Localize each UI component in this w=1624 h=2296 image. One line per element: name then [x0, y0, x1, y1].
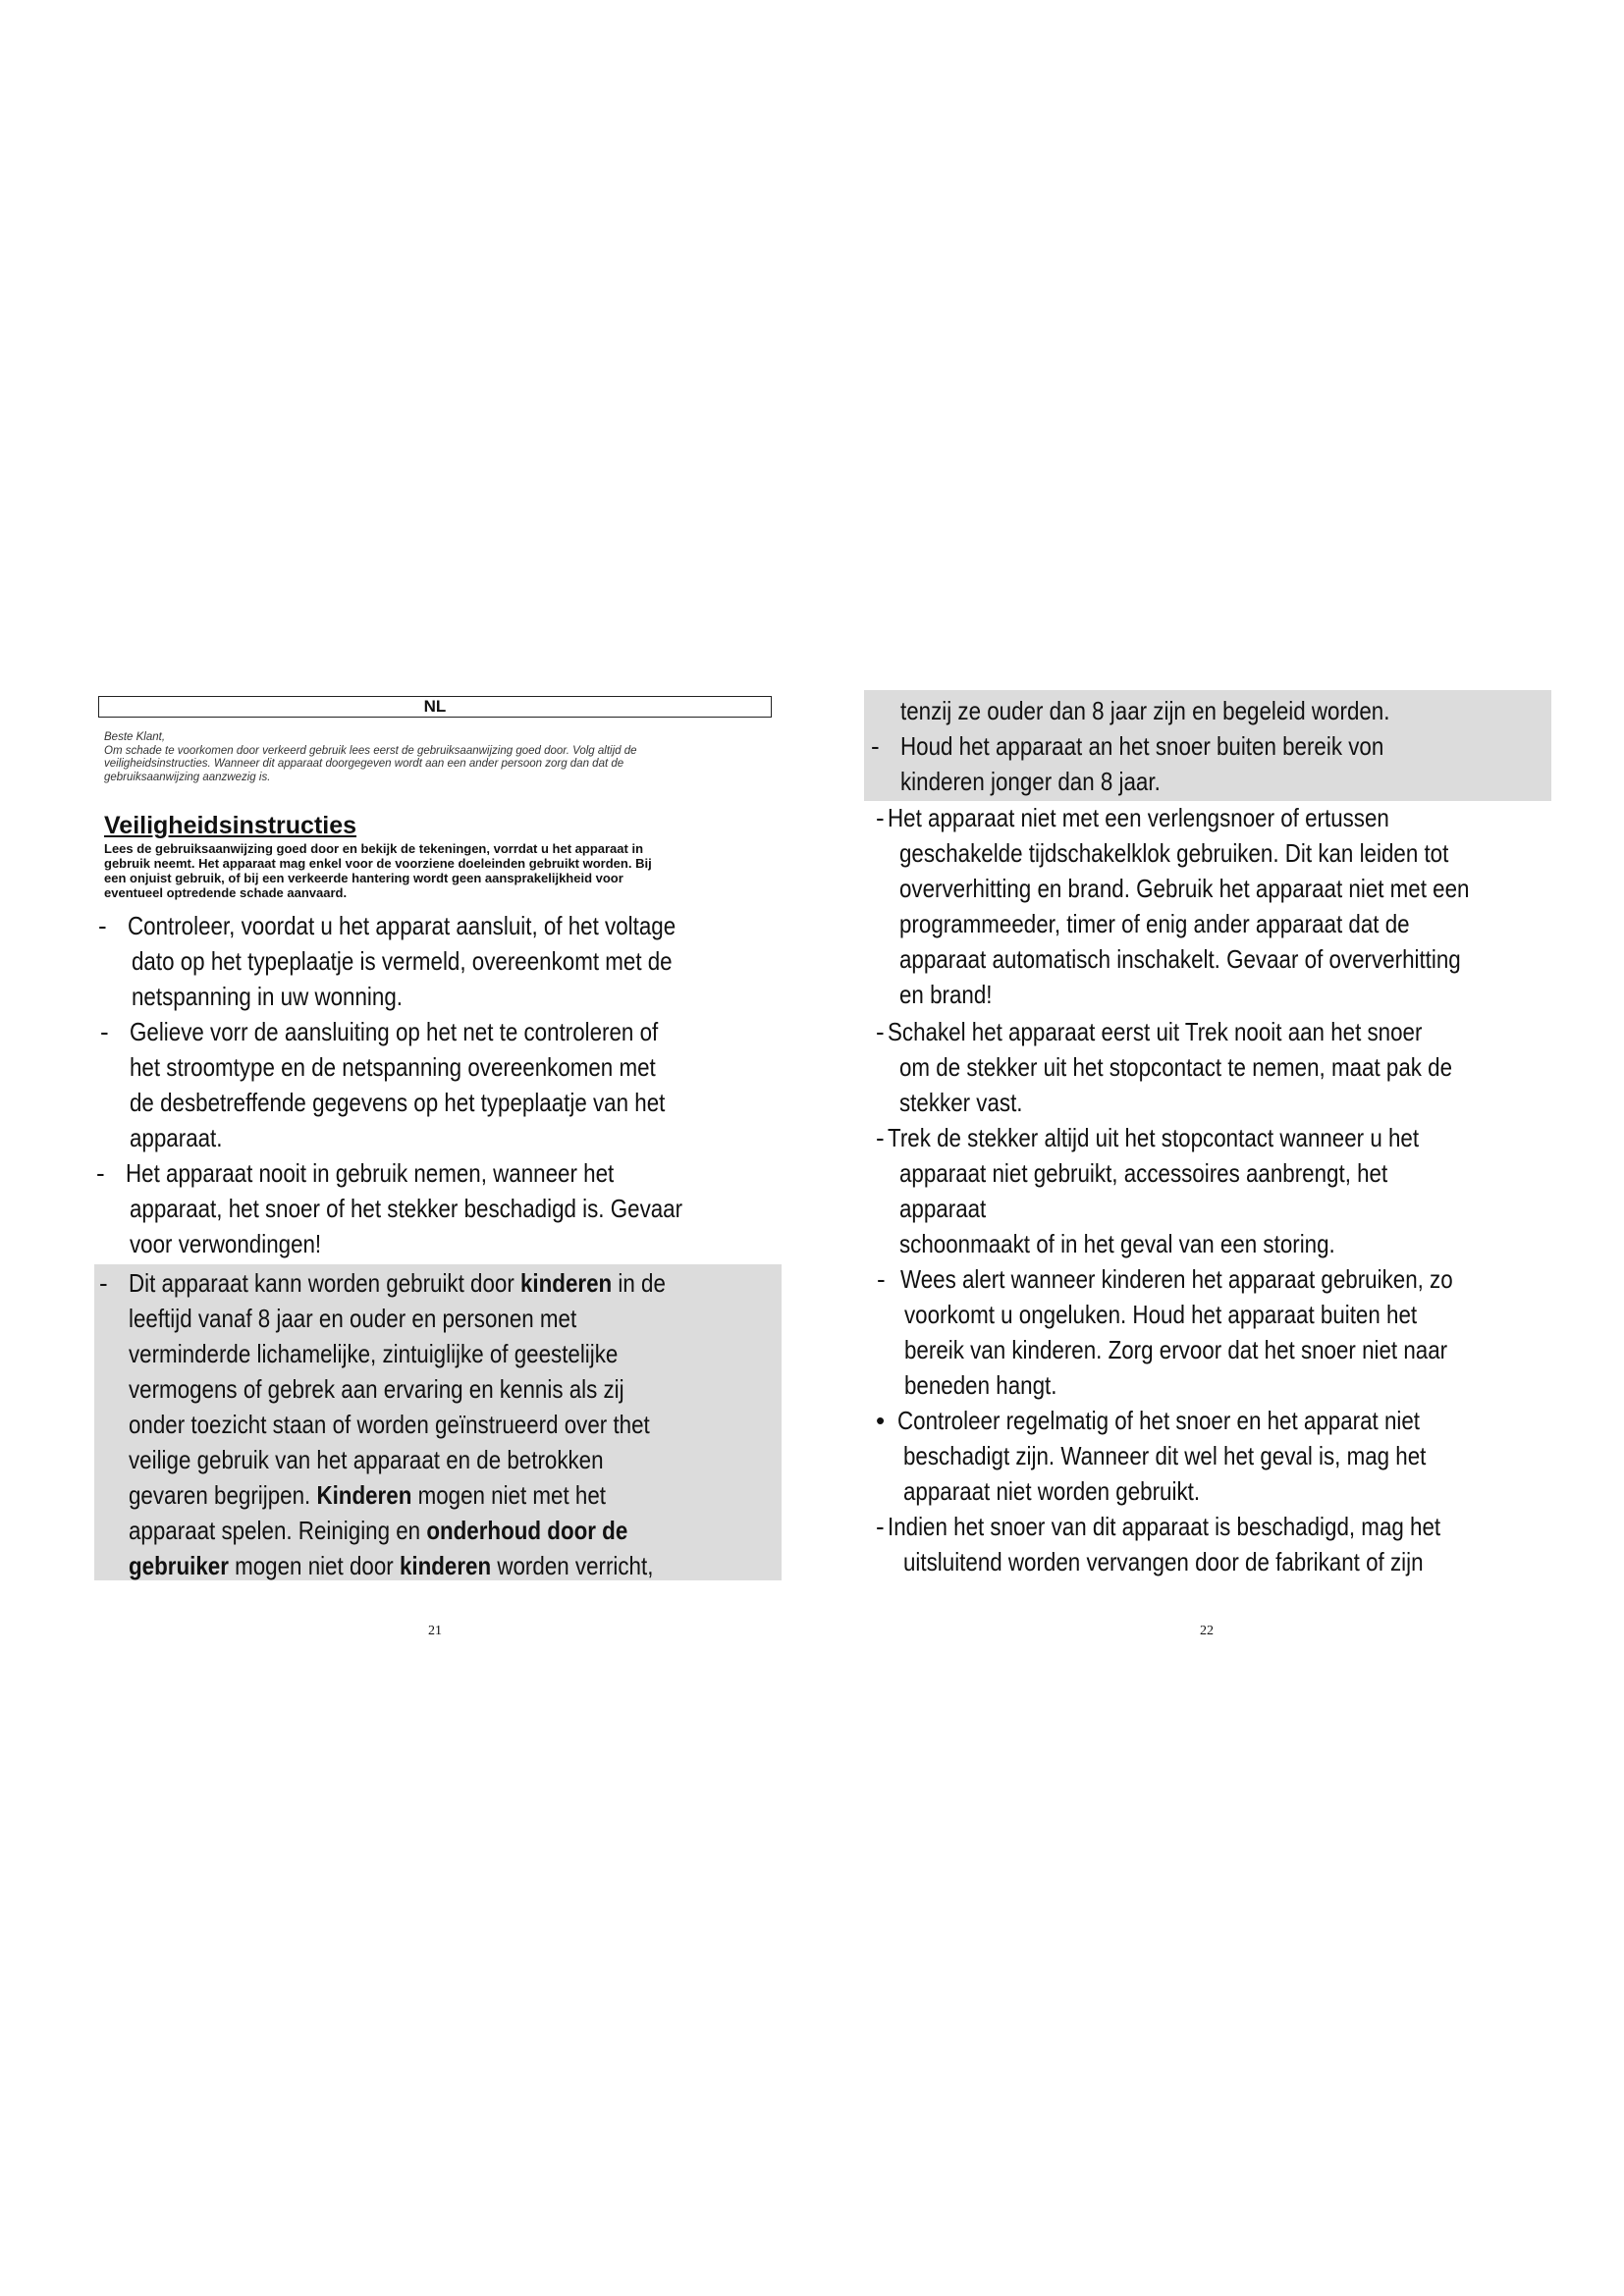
intro-line: Om schade te voorkomen door verkeerd gebruik lees eerst de gebruiksaanwijzing goed door. Volg altijd de — [104, 744, 637, 757]
section-heading: Veiligheidsinstructies — [104, 812, 357, 839]
item-line: Het apparaat nooit in gebruik nemen, wanneer het — [126, 1158, 615, 1188]
item-line: Het apparaat niet met een verlengsnoer of ertussen — [888, 803, 1389, 832]
item-line: beschadigt zijn. Wanneer dit wel het geval is, mag het — [903, 1441, 1427, 1470]
section-intro-line: gebruik neemt. Het apparaat mag enkel voor de voorziene doeleinden gebruikt worden. Bij — [104, 856, 652, 871]
item-line: om de stekker uit het stopcontact te nemen, maat pak de — [899, 1052, 1453, 1082]
text-run: worden verricht, — [491, 1551, 654, 1580]
safety-item — [100, 1014, 752, 1155]
item-line: voorkomt u ongeluken. Houd het apparaat buiten het — [904, 1300, 1418, 1329]
bullet: - — [96, 1158, 105, 1188]
section-intro — [104, 841, 782, 900]
emphasis: gebruiker — [129, 1551, 229, 1580]
item-line: tenzij ze ouder dan 8 jaar zijn en begeleid worden. — [900, 696, 1390, 725]
safety-item — [876, 800, 1562, 1012]
item-line: Indien het snoer van dit apparaat is beschadigd, mag het — [888, 1512, 1441, 1541]
continued-text — [900, 693, 1470, 728]
text-run: Dit apparaat kann worden gebruikt door — [129, 1268, 520, 1298]
safety-item — [876, 1120, 1505, 1261]
intro-line: Beste Klant, — [104, 731, 166, 743]
item-line: voor verwondingen! — [130, 1229, 322, 1258]
item-line: Gelieve vorr de aansluiting op het net te controleren of — [130, 1017, 659, 1046]
item-line: het stroomtype en de netspanning overeenkomen met — [130, 1052, 656, 1082]
item-line: Controleer regelmatig of het snoer en het apparat niet — [897, 1406, 1421, 1435]
intro-line: veiligheidsinstructies. Wanneer dit apparaat doorgegeven wordt aan een ander persoon zorg dan dat de — [104, 758, 624, 770]
safety-item — [877, 1261, 1543, 1403]
item-line: apparaat automatisch inschakelt. Gevaar of oververhitting — [899, 944, 1461, 974]
item-line: geschakelde tijdschakelklok gebruiken. Dit kan leiden tot — [899, 838, 1449, 868]
item-line: de desbetreffende gegevens op het typeplaatje van het — [130, 1088, 666, 1117]
safety-item — [876, 1014, 1543, 1120]
bullet: - — [876, 803, 885, 832]
emphasis: Kinderen — [316, 1480, 412, 1510]
item-line: leeftijd vanaf 8 jaar en ouder en personen met — [129, 1304, 577, 1333]
item-line: vermogens of gebrek aan ervaring en kennis als zij — [129, 1374, 624, 1404]
bullet: - — [877, 1264, 886, 1294]
item-line: Schakel het apparaat eerst uit Trek nooit aan het snoer — [888, 1017, 1423, 1046]
item-line: Houd het apparaat an het snoer buiten bereik von — [900, 731, 1384, 761]
item-line: apparaat. — [130, 1123, 223, 1152]
safety-item — [96, 1155, 773, 1261]
item-line: apparaat, het snoer of het stekker beschadigd is. Gevaar — [130, 1194, 683, 1223]
safety-item-children — [99, 1265, 753, 1583]
text-run: mogen niet door — [228, 1551, 400, 1580]
safety-item — [871, 728, 1462, 799]
bullet: - — [99, 1268, 108, 1298]
item-line — [129, 1477, 666, 1513]
safety-item — [876, 1403, 1511, 1509]
text-run: apparaat spelen. Reiniging en — [129, 1516, 427, 1545]
item-line: Trek de stekker altijd uit het stopcontact wanneer u het — [888, 1123, 1420, 1152]
text-run: in de — [612, 1268, 666, 1298]
item-line: bereik van kinderen. Zorg ervoor dat het snoer niet naar — [904, 1335, 1448, 1364]
item-line: apparaat — [899, 1194, 987, 1223]
item-line: verminderde lichamelijke, zintuiglijke of geestelijke — [129, 1339, 619, 1368]
item-line: dato op het typeplaatje is vermeld, overeenkomt met de — [132, 946, 673, 976]
item-line: kinderen jonger dan 8 jaar. — [900, 767, 1161, 796]
intro-text — [104, 731, 782, 784]
bullet: - — [871, 731, 880, 761]
language-label: NL — [98, 696, 772, 718]
bullet: - — [876, 1017, 885, 1046]
text-run: gevaren begrijpen. — [129, 1480, 317, 1510]
item-line: Wees alert wanneer kinderen het apparaat gebruiken, zo — [900, 1264, 1453, 1294]
item-line: apparaat niet worden gebruikt. — [903, 1476, 1201, 1506]
item-line: netspanning in uw wonning. — [132, 982, 403, 1011]
bullet: - — [876, 1512, 885, 1541]
bullet: - — [876, 1123, 885, 1152]
item-line — [129, 1265, 666, 1301]
intro-line: gebruiksaanwijzing aanzwezig is. — [104, 771, 271, 783]
section-intro-line: Lees de gebruiksaanwijzing goed door en bekijk de tekeningen, vorrdat u het apparaat in — [104, 841, 644, 856]
item-line: stekker vast. — [899, 1088, 1023, 1117]
item-line: beneden hangt. — [904, 1370, 1057, 1400]
item-line: onder toezicht staan of worden geïnstrueerd over thet — [129, 1410, 650, 1439]
item-line: apparaat niet gebruikt, accessoires aanbrengt, het — [899, 1158, 1388, 1188]
item-line: veilige gebruik van het apparaat en de betrokken — [129, 1445, 604, 1474]
item-line: programmeeder, timer of enig ander apparaat dat de — [899, 909, 1410, 938]
emphasis: kinderen — [399, 1551, 492, 1580]
safety-item — [876, 1509, 1531, 1579]
page-number: 21 — [428, 1624, 442, 1638]
emphasis: onderhoud door de — [426, 1516, 628, 1545]
bullet: - — [100, 1017, 109, 1046]
item-line: oververhitting en brand. Gebruik het apparaat niet met een — [899, 874, 1470, 903]
emphasis: kinderen — [519, 1268, 613, 1298]
section-intro-line: eventueel optredende schade aanvaard. — [104, 885, 348, 900]
page-number: 22 — [1200, 1624, 1214, 1638]
item-line: uitsluitend worden vervangen door de fabrikant of zijn — [903, 1547, 1424, 1576]
item-line: Controleer, voordat u het apparat aansluit, of het voltage — [128, 911, 677, 940]
item-line — [129, 1513, 666, 1548]
item-line: schoonmaakt of in het geval van een storing. — [899, 1229, 1335, 1258]
text-run: mogen niet met het — [411, 1480, 606, 1510]
bullet: • — [876, 1406, 886, 1435]
item-line: en brand! — [899, 980, 993, 1009]
item-line — [129, 1548, 666, 1583]
bullet: - — [98, 911, 107, 940]
section-intro-line: een onjuist gebruik, of bij een verkeerde hantering wordt geen aansprakelijkheid voor — [104, 871, 623, 885]
safety-item — [98, 908, 765, 1014]
